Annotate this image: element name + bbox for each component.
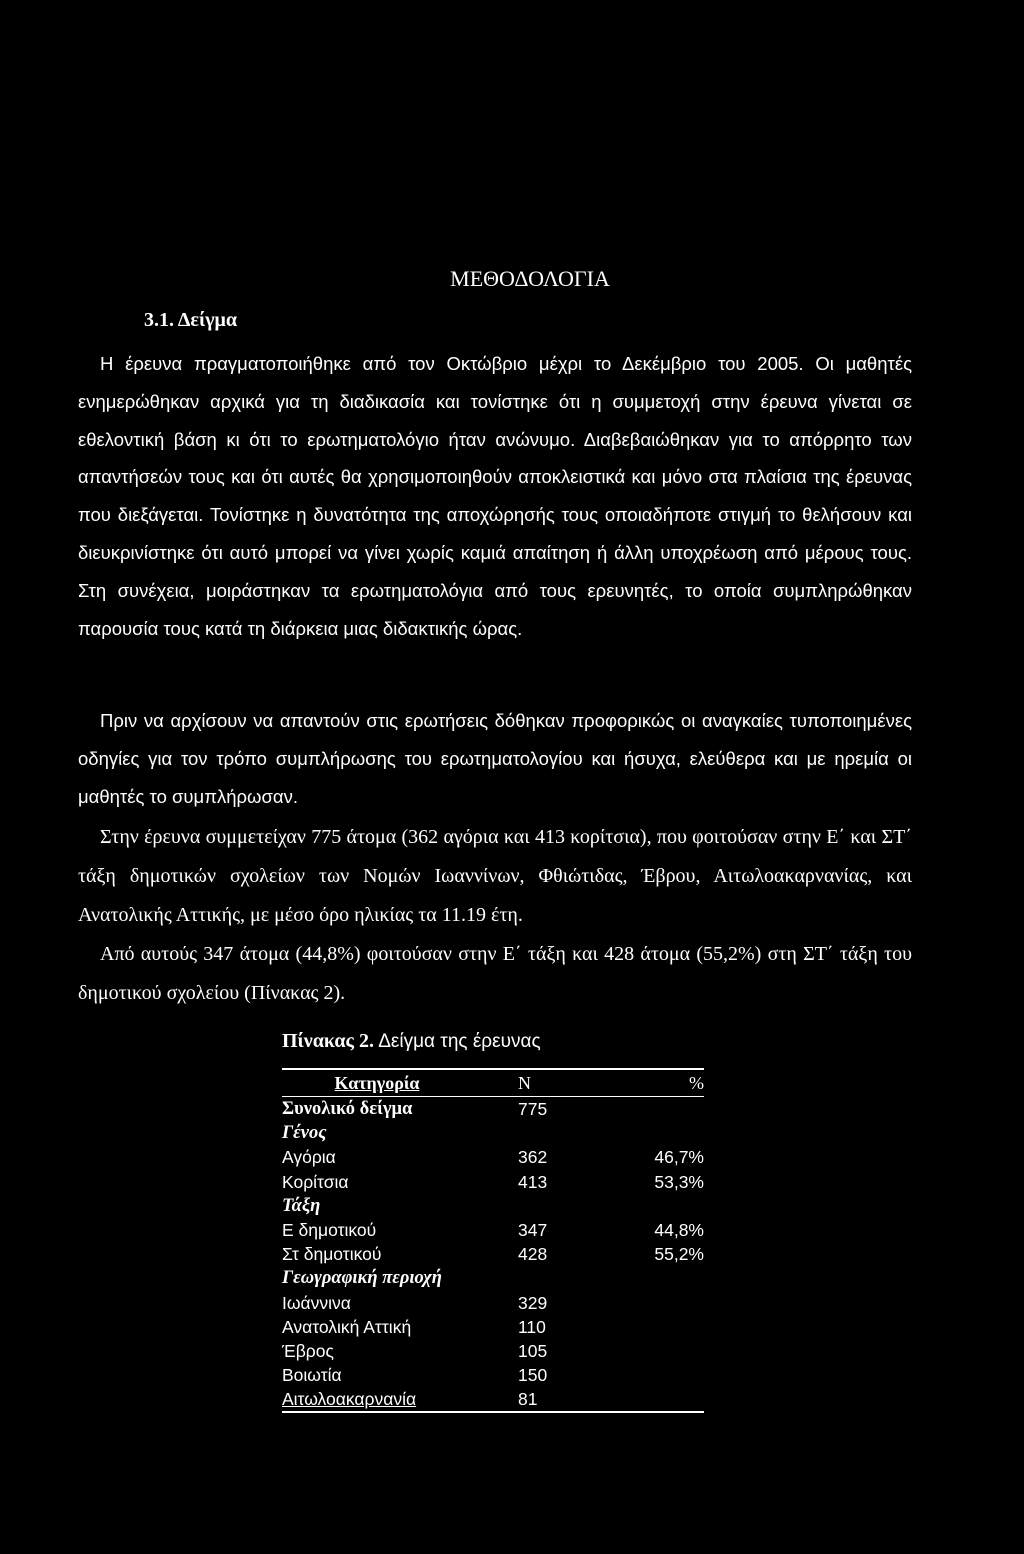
cell-percent bbox=[618, 1315, 704, 1339]
cell-percent bbox=[618, 1339, 704, 1363]
cell-n: 105 bbox=[518, 1340, 548, 1361]
header-percent: % bbox=[618, 1069, 704, 1097]
table-row bbox=[282, 1363, 704, 1387]
table-row bbox=[282, 1339, 704, 1363]
table-row bbox=[282, 1291, 704, 1315]
cell-n bbox=[472, 1266, 618, 1290]
paragraph-instructions: Πριν να αρχίσουν να απαντούν στις ερωτήσεις δόθηκαν προφορικώς οι αναγκαίες τυποποιημένες οδηγίες για τον τρόπο συμπλήρωσης του ερωτηματολογίου και ήσυχα, ελεύθερα και με ηρεμία οι μαθητές το συμπλήρωσαν. bbox=[78, 710, 912, 807]
cell-percent: 46,7% bbox=[654, 1147, 704, 1168]
cell-n: 329 bbox=[518, 1292, 548, 1313]
cell-percent: 53,3% bbox=[654, 1171, 704, 1192]
cell-n bbox=[472, 1194, 618, 1218]
table-row bbox=[282, 1242, 704, 1266]
table-row bbox=[282, 1266, 704, 1290]
cell-category: Κορίτσια bbox=[282, 1171, 349, 1192]
cell-percent bbox=[618, 1291, 704, 1315]
header-category: Κατηγορία bbox=[282, 1069, 472, 1097]
cell-n bbox=[472, 1121, 618, 1145]
cell-category: Ιωάννινα bbox=[282, 1292, 351, 1313]
cell-percent bbox=[618, 1363, 704, 1387]
cell-category: Αγόρια bbox=[282, 1147, 336, 1168]
paragraph-grades: Από αυτούς 347 άτομα (44,8%) φοιτούσαν στην Ε΄ τάξη και 428 άτομα (55,2%) στη ΣΤ΄ τάξη του δημοτικού σχολείου (Πίνακας 2). bbox=[78, 943, 912, 1004]
cell-category: Συνολικό δείγμα bbox=[282, 1099, 413, 1120]
table-caption-label: Πίνακας 2. bbox=[282, 1030, 374, 1052]
cell-category: Ανατολική Αττική bbox=[282, 1316, 412, 1337]
table-caption-text: Δείγμα της έρευνας bbox=[373, 1031, 541, 1052]
table-row bbox=[282, 1387, 704, 1412]
cell-n: 347 bbox=[518, 1220, 548, 1241]
cell-percent bbox=[618, 1266, 704, 1290]
paragraph-participants: Στην έρευνα συμμετείχαν 775 άτομα (362 αγόρια και 413 κορίτσια), που φοιτούσαν στην Ε΄ και ΣΤ΄ τάξη δημοτικών σχολείων των Νομών Ιωαννίνων, Φθιώτιδας, Έβρου, Αιτωλοακαρνανίας, και Ανατολικής Αττικής, με μέσο όρο ηλικίας τα 11.19 έτη. bbox=[78, 826, 912, 926]
cell-n: 775 bbox=[518, 1099, 548, 1120]
sample-table bbox=[282, 1068, 704, 1413]
cell-category: Βοιωτία bbox=[282, 1365, 342, 1386]
cell-n: 413 bbox=[518, 1171, 548, 1192]
table-row bbox=[282, 1170, 704, 1194]
cell-percent bbox=[618, 1097, 704, 1122]
cell-category: Αιτωλοακαρνανία bbox=[282, 1387, 472, 1412]
cell-category: Γεωγραφική περιοχή bbox=[282, 1268, 442, 1289]
section-heading: 3.1. Δείγμα bbox=[144, 309, 238, 331]
cell-category: Έβρος bbox=[282, 1340, 334, 1361]
table-row bbox=[282, 1121, 704, 1145]
cell-percent: 55,2% bbox=[654, 1244, 704, 1265]
cell-n: 362 bbox=[518, 1147, 548, 1168]
page-title: ΜΕΘΟΔΟΛΟΓΙΑ bbox=[450, 266, 610, 291]
cell-category: Ε δημοτικού bbox=[282, 1220, 377, 1241]
table-row bbox=[282, 1194, 704, 1218]
paragraph-procedure: Η έρευνα πραγματοποιήθηκε από τον Οκτώβριο μέχρι το Δεκέμβριο του 2005. Οι μαθητές ενημερώθηκαν αρχικά για τη διαδικασία και τονίστηκε ότι η συμμετοχή στην έρευνα γίνεται σε εθελοντική βάση κι ότι το ερωτηματολόγιο ήταν ανώνυμο. Διαβεβαιώθηκαν για το απόρρητο των απαντήσεών τους και ότι αυτές θα χρησιμοποιηθούν αποκλειστικά και μόνο στα πλαίσια της έρευνας που διεξάγεται. Τονίστηκε η δυνατότητα της αποχώρησής τους οποιαδήποτε στιγμή το θελήσουν και διευκρινίστηκε ότι αυτό μπορεί να γίνει χωρίς καμιά απαίτηση ή άλλη υποχρέωση από μέρους τους. Στη συνέχεια, μοιράστηκαν τα ερωτηματολόγια από τους ερευνητές, το οποία συμπληρώθηκαν παρουσία τους κατά τη διάρκεια μιας διδακτικής ώρας. bbox=[78, 353, 912, 639]
cell-n: 150 bbox=[518, 1365, 548, 1386]
cell-category: Γένος bbox=[282, 1123, 327, 1144]
table-row bbox=[282, 1218, 704, 1242]
cell-category: Στ δημοτικού bbox=[282, 1244, 382, 1265]
cell-n: 81 bbox=[472, 1387, 618, 1412]
cell-percent bbox=[618, 1121, 704, 1145]
cell-percent bbox=[618, 1387, 704, 1412]
table-row bbox=[282, 1145, 704, 1169]
cell-n: 110 bbox=[518, 1316, 546, 1337]
cell-percent: 44,8% bbox=[654, 1220, 704, 1241]
table-row bbox=[282, 1315, 704, 1339]
cell-n: 428 bbox=[518, 1244, 548, 1265]
table-row bbox=[282, 1097, 704, 1122]
cell-category: Τάξη bbox=[282, 1195, 321, 1216]
header-n: N bbox=[472, 1069, 618, 1097]
table-caption bbox=[282, 1030, 541, 1053]
cell-percent bbox=[618, 1194, 704, 1218]
table-header-row bbox=[282, 1069, 704, 1097]
